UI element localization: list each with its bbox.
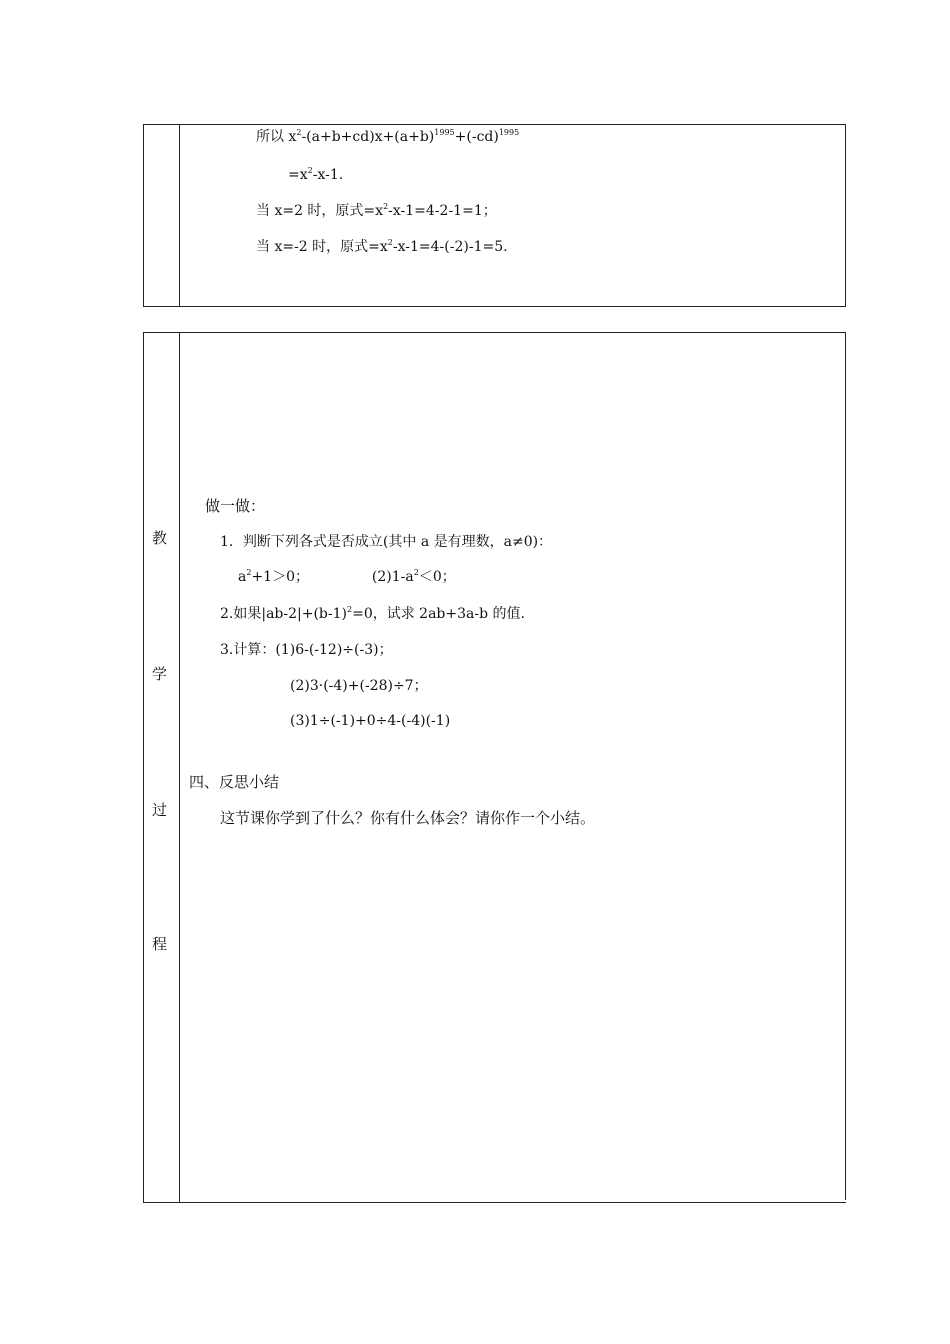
summary-text: 这节课你学到了什么？你有什么体会？请你作一个小结。 xyxy=(220,809,596,827)
practice-question-1-items xyxy=(238,568,456,586)
q2-part-b: =0，试求 2ab+3a-b 的值. xyxy=(352,606,525,622)
main-table-box xyxy=(143,332,846,1203)
practice-heading: 做一做： xyxy=(205,497,266,515)
solution-line-3 xyxy=(256,202,497,220)
solution-line-1-a: x xyxy=(284,129,297,145)
q2-part-a: 2.如果|ab-2|+(b-1) xyxy=(220,606,347,622)
q2-exp: 2 xyxy=(347,605,353,614)
solution-line-4 xyxy=(256,238,508,256)
q1-item-b-exp: 2 xyxy=(413,568,419,577)
solution-line-1-c: +(-cd) xyxy=(454,129,499,145)
solution-line-3-a: 当 x=2 时，原式=x xyxy=(256,203,384,219)
practice-question-3-3: (3)1÷(-1)+0÷4-(-4)(-1) xyxy=(290,713,451,729)
solution-line-1-exp2: 1995 xyxy=(434,128,455,137)
side-label-char-4: 程 xyxy=(152,935,168,953)
practice-question-2 xyxy=(220,605,525,623)
solution-line-4-a: 当 x=-2 时，原式=x xyxy=(256,239,388,255)
solution-line-4-exp: 2 xyxy=(387,238,393,247)
q1-item-a-base: a xyxy=(238,569,247,585)
solution-line-1-prefix: 所以 xyxy=(256,129,284,145)
solution-line-1 xyxy=(256,128,519,146)
side-label-char-2: 学 xyxy=(152,665,168,683)
solution-line-1-exp3: 1995 xyxy=(498,128,520,137)
side-label-char-3: 过 xyxy=(152,801,168,819)
solution-line-2 xyxy=(288,166,343,184)
side-label-char-1: 教 xyxy=(152,529,168,547)
solution-line-2-a: =x xyxy=(288,167,308,183)
solution-line-3-exp: 2 xyxy=(383,202,389,211)
q1-item-a-exp: 2 xyxy=(246,568,252,577)
main-table-right-border xyxy=(845,332,846,1200)
solution-line-1-b: -(a+b+cd)x+(a+b) xyxy=(301,129,435,145)
q1-item-b-rest: ＜0； xyxy=(418,569,456,585)
practice-question-1: 1．判断下列各式是否成立(其中 a 是有理数，a≠0)： xyxy=(220,534,553,550)
summary-heading: 四、反思小结 xyxy=(189,773,280,791)
solution-line-3-b: -x-1=4-2-1=1； xyxy=(388,203,497,219)
main-table-divider xyxy=(179,332,180,1203)
solution-line-4-b: -x-1=4-(-2)-1=5. xyxy=(392,239,508,255)
q1-item-b-base: (2)1-a xyxy=(371,569,414,585)
q1-item-a-rest: +1＞0； xyxy=(251,569,309,585)
practice-question-3-2: (2)3·(-4)+(-28)÷7； xyxy=(290,678,428,694)
solution-line-2-b: -x-1. xyxy=(312,167,344,183)
top-table-divider xyxy=(179,124,180,307)
solution-line-2-exp: 2 xyxy=(307,166,313,175)
practice-question-3-1: 3.计算：(1)6-(-12)÷(-3)； xyxy=(220,642,393,658)
solution-line-1-exp1: 2 xyxy=(296,128,302,137)
